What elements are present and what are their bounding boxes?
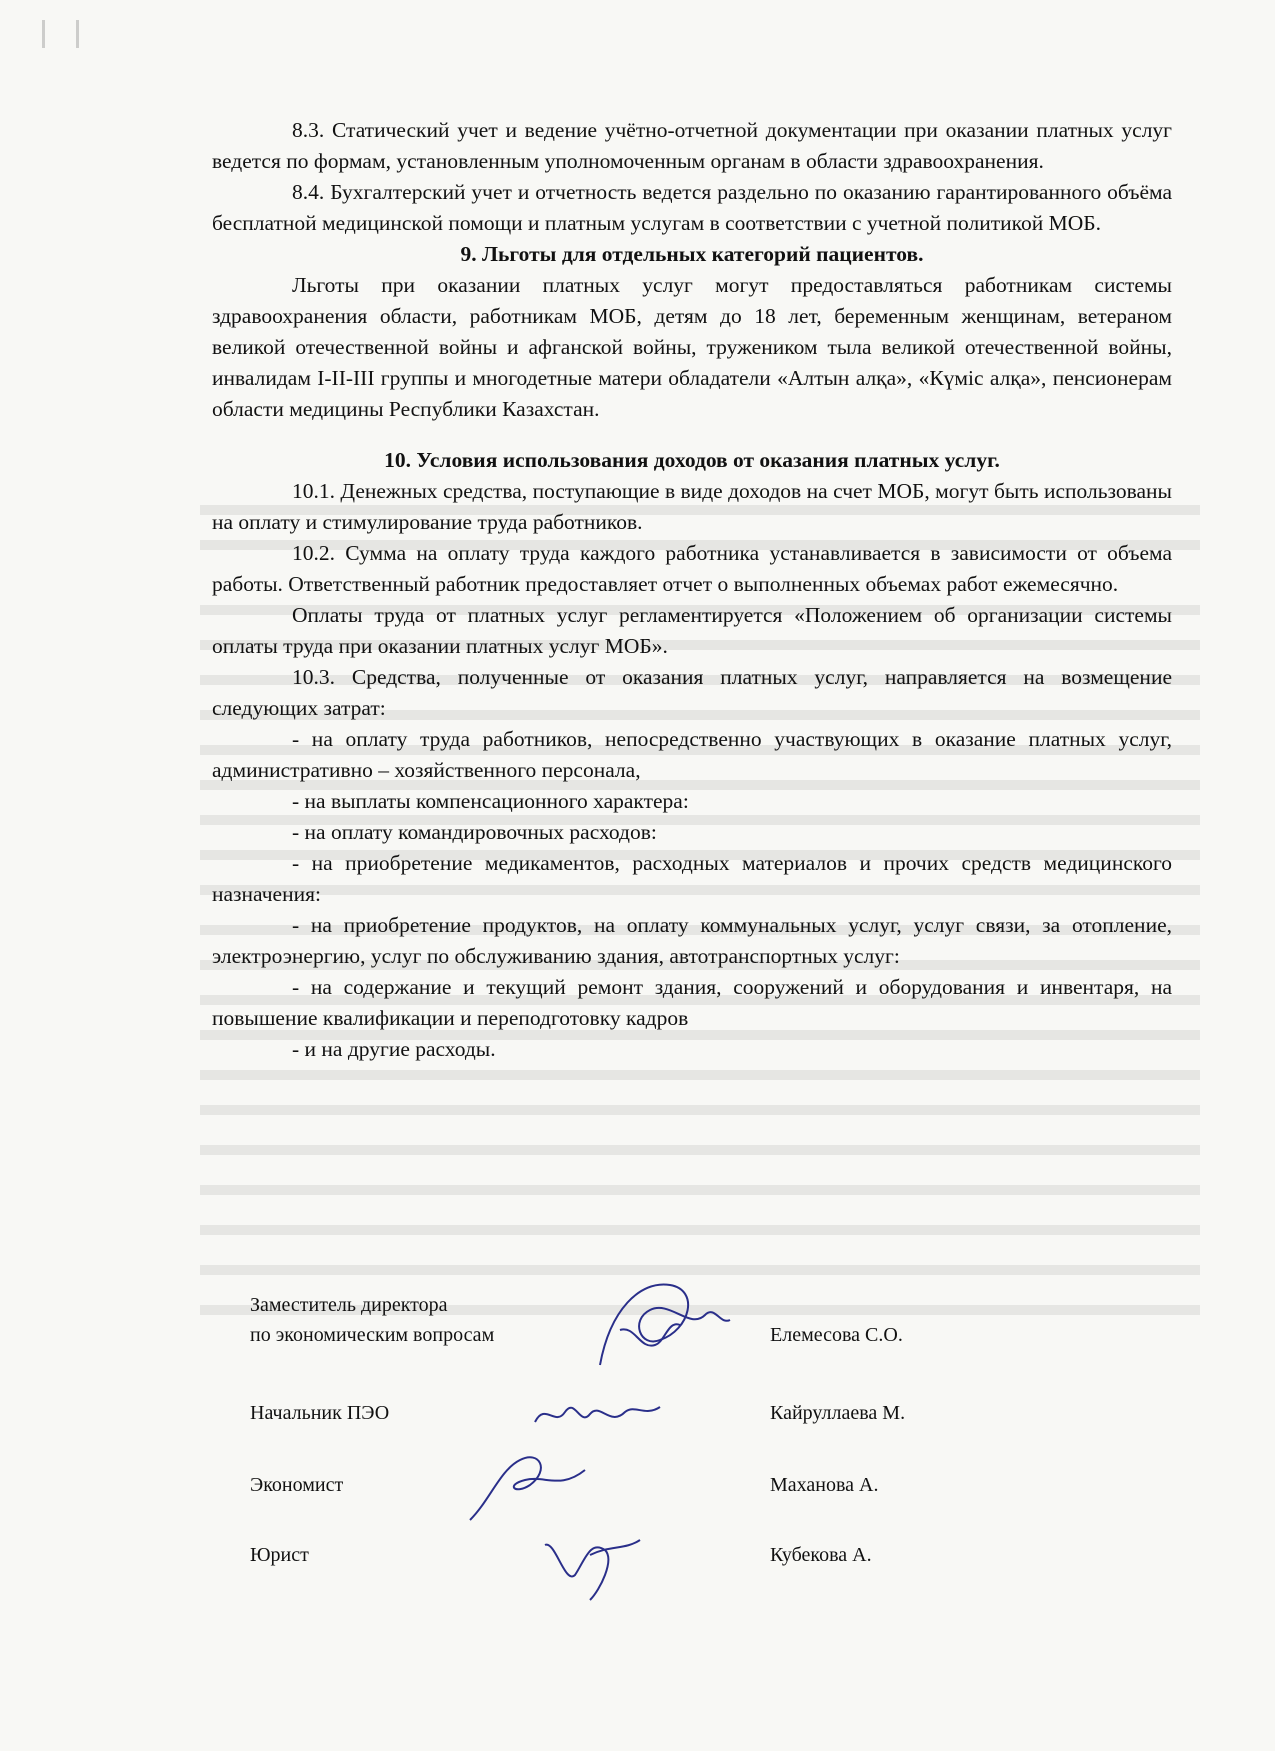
list-item: - на приобретение продуктов, на оплату коммунальных услуг, услуг связи, за отопление, электроэнергию, услуг по обслуживанию здания, автотранспортных услуг: xyxy=(212,913,1172,968)
list-item: - на приобретение медикаментов, расходных материалов и прочих средств медицинского назначения: xyxy=(212,851,1172,906)
document-body xyxy=(212,115,1172,1065)
list-item: - на оплату командировочных расходов: xyxy=(292,820,657,844)
paragraph-10-2: 10.2. Сумма на оплату труда каждого работника устанавливается в зависимости от объема работы. Ответственный работник предоставляет отчет о выполненных объемах работ ежемесячно. xyxy=(212,541,1172,596)
list-item: - на содержание и текущий ремонт здания, сооружений и оборудования и инвентаря, на повышение квалификации и переподготовку кадров xyxy=(212,975,1172,1030)
economist-name: Маханова А. xyxy=(770,1474,879,1496)
deputy-name: Елемесова С.О. xyxy=(770,1324,903,1346)
list-item: - и на другие расходы. xyxy=(292,1037,496,1061)
deputy-position-line-2: по экономическим вопросам xyxy=(250,1324,495,1346)
section-10-heading: 10. Условия использования доходов от оказания платных услуг. xyxy=(384,448,1000,472)
paragraph-8-3: 8.3. Статический учет и ведение учётно-отчетной документации при оказании платных услуг ведется по формам, установленным уполномоченным органам в области здравоохранения. xyxy=(212,118,1172,173)
lawyer-position: Юрист xyxy=(250,1544,309,1566)
paragraph-9: Льготы при оказании платных услуг могут предоставляться работникам системы здравоохранения области, работникам МОБ, детям до 18 лет, беременным женщинам, ветераном великой отечественной войны и афганской войны, тружеником тыла великой отечественной войны, инвалидам I-II-III группы и многодетные матери обладатели «Алтын алқа», «Күміс алқа», пенсионерам области медицины Республики Казахстан. xyxy=(212,273,1172,421)
scan-artifact xyxy=(42,20,45,48)
list-item: - на оплату труда работников, непосредственно участвующих в оказание платных услуг, административно – хозяйственного персонала, xyxy=(212,727,1172,782)
scan-artifact xyxy=(76,20,79,48)
peo-position: Начальник ПЭО xyxy=(250,1402,390,1424)
deputy-signature xyxy=(580,1270,740,1380)
paragraph-10-1: 10.1. Денежных средства, поступающие в виде доходов на счет МОБ, могут быть использованы на оплату и стимулирование труда работников. xyxy=(212,479,1172,534)
deputy-position-line-1: Заместитель директора xyxy=(250,1294,448,1316)
paragraph-8-4: 8.4. Бухгалтерский учет и отчетность ведется раздельно по оказанию гарантированного объёма бесплатной медицинской помощи и платным услугам в соответствии с учетной политикой МОБ. xyxy=(212,180,1172,235)
section-9-heading: 9. Льготы для отдельных категорий пациентов. xyxy=(460,242,924,266)
paragraph-10-2-payment: Оплаты труда от платных услуг регламентируется «Положением об организации системы оплаты труда при оказании платных услуг МОБ». xyxy=(212,603,1172,658)
lawyer-signature xyxy=(530,1515,660,1605)
list-item: - на выплаты компенсационного характера: xyxy=(292,789,689,813)
peo-name: Кайруллаева М. xyxy=(770,1402,906,1424)
lawyer-name: Кубекова А. xyxy=(770,1544,872,1566)
paragraph-10-3: 10.3. Средства, полученные от оказания платных услуг, направляется на возмещение следующих затрат: xyxy=(212,665,1172,720)
economist-position: Экономист xyxy=(250,1474,344,1496)
